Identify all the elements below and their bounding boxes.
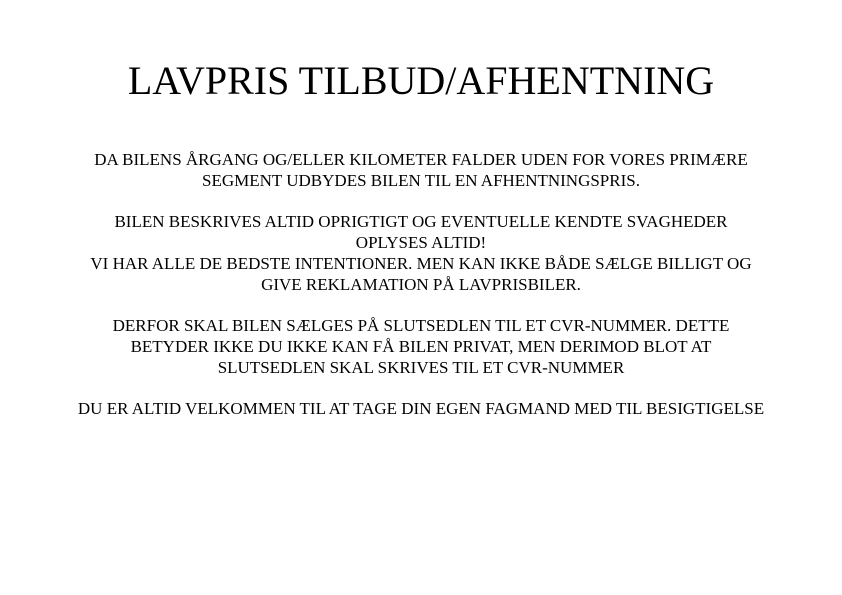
paragraph-intro — [40, 149, 802, 191]
paragraph-line: SLUTSEDLEN SKAL SKRIVES TIL ET CVR-NUMMER — [217, 358, 625, 377]
paragraph-cvr-terms — [40, 315, 802, 378]
paragraph-line: SEGMENT UDBYDES BILEN TIL EN AFHENTNINGSPRIS. — [202, 171, 640, 190]
paragraph-inspection — [20, 398, 822, 419]
page-title: LAVPRIS TILBUD/AFHENTNING — [127, 58, 715, 103]
paragraph-line: DERFOR SKAL BILEN SÆLGES PÅ SLUTSEDLEN TIL ET CVR-NUMMER. DETTE — [112, 316, 730, 335]
paragraph-description — [40, 211, 802, 295]
paragraph-line: BETYDER IKKE DU IKKE KAN FÅ BILEN PRIVAT, MEN DERIMOD BLOT AT — [130, 337, 712, 356]
paragraph-line: BILEN BESKRIVES ALTID OPRIGTIGT OG EVENTUELLE KENDTE SVAGHEDER — [114, 212, 728, 231]
paragraph-line: OPLYSES ALTID! — [355, 233, 487, 252]
paragraph-line: DA BILENS ÅRGANG OG/ELLER KILOMETER FALDER UDEN FOR VORES PRIMÆRE — [94, 150, 748, 169]
paragraph-line: VI HAR ALLE DE BEDSTE INTENTIONER. MEN KAN IKKE BÅDE SÆLGE BILLIGT OG — [90, 254, 752, 273]
paragraph-line: GIVE REKLAMATION PÅ LAVPRISBILER. — [261, 275, 581, 294]
paragraph-line: DU ER ALTID VELKOMMEN TIL AT TAGE DIN EGEN FAGMAND MED TIL BESIGTIGELSE — [77, 399, 765, 418]
